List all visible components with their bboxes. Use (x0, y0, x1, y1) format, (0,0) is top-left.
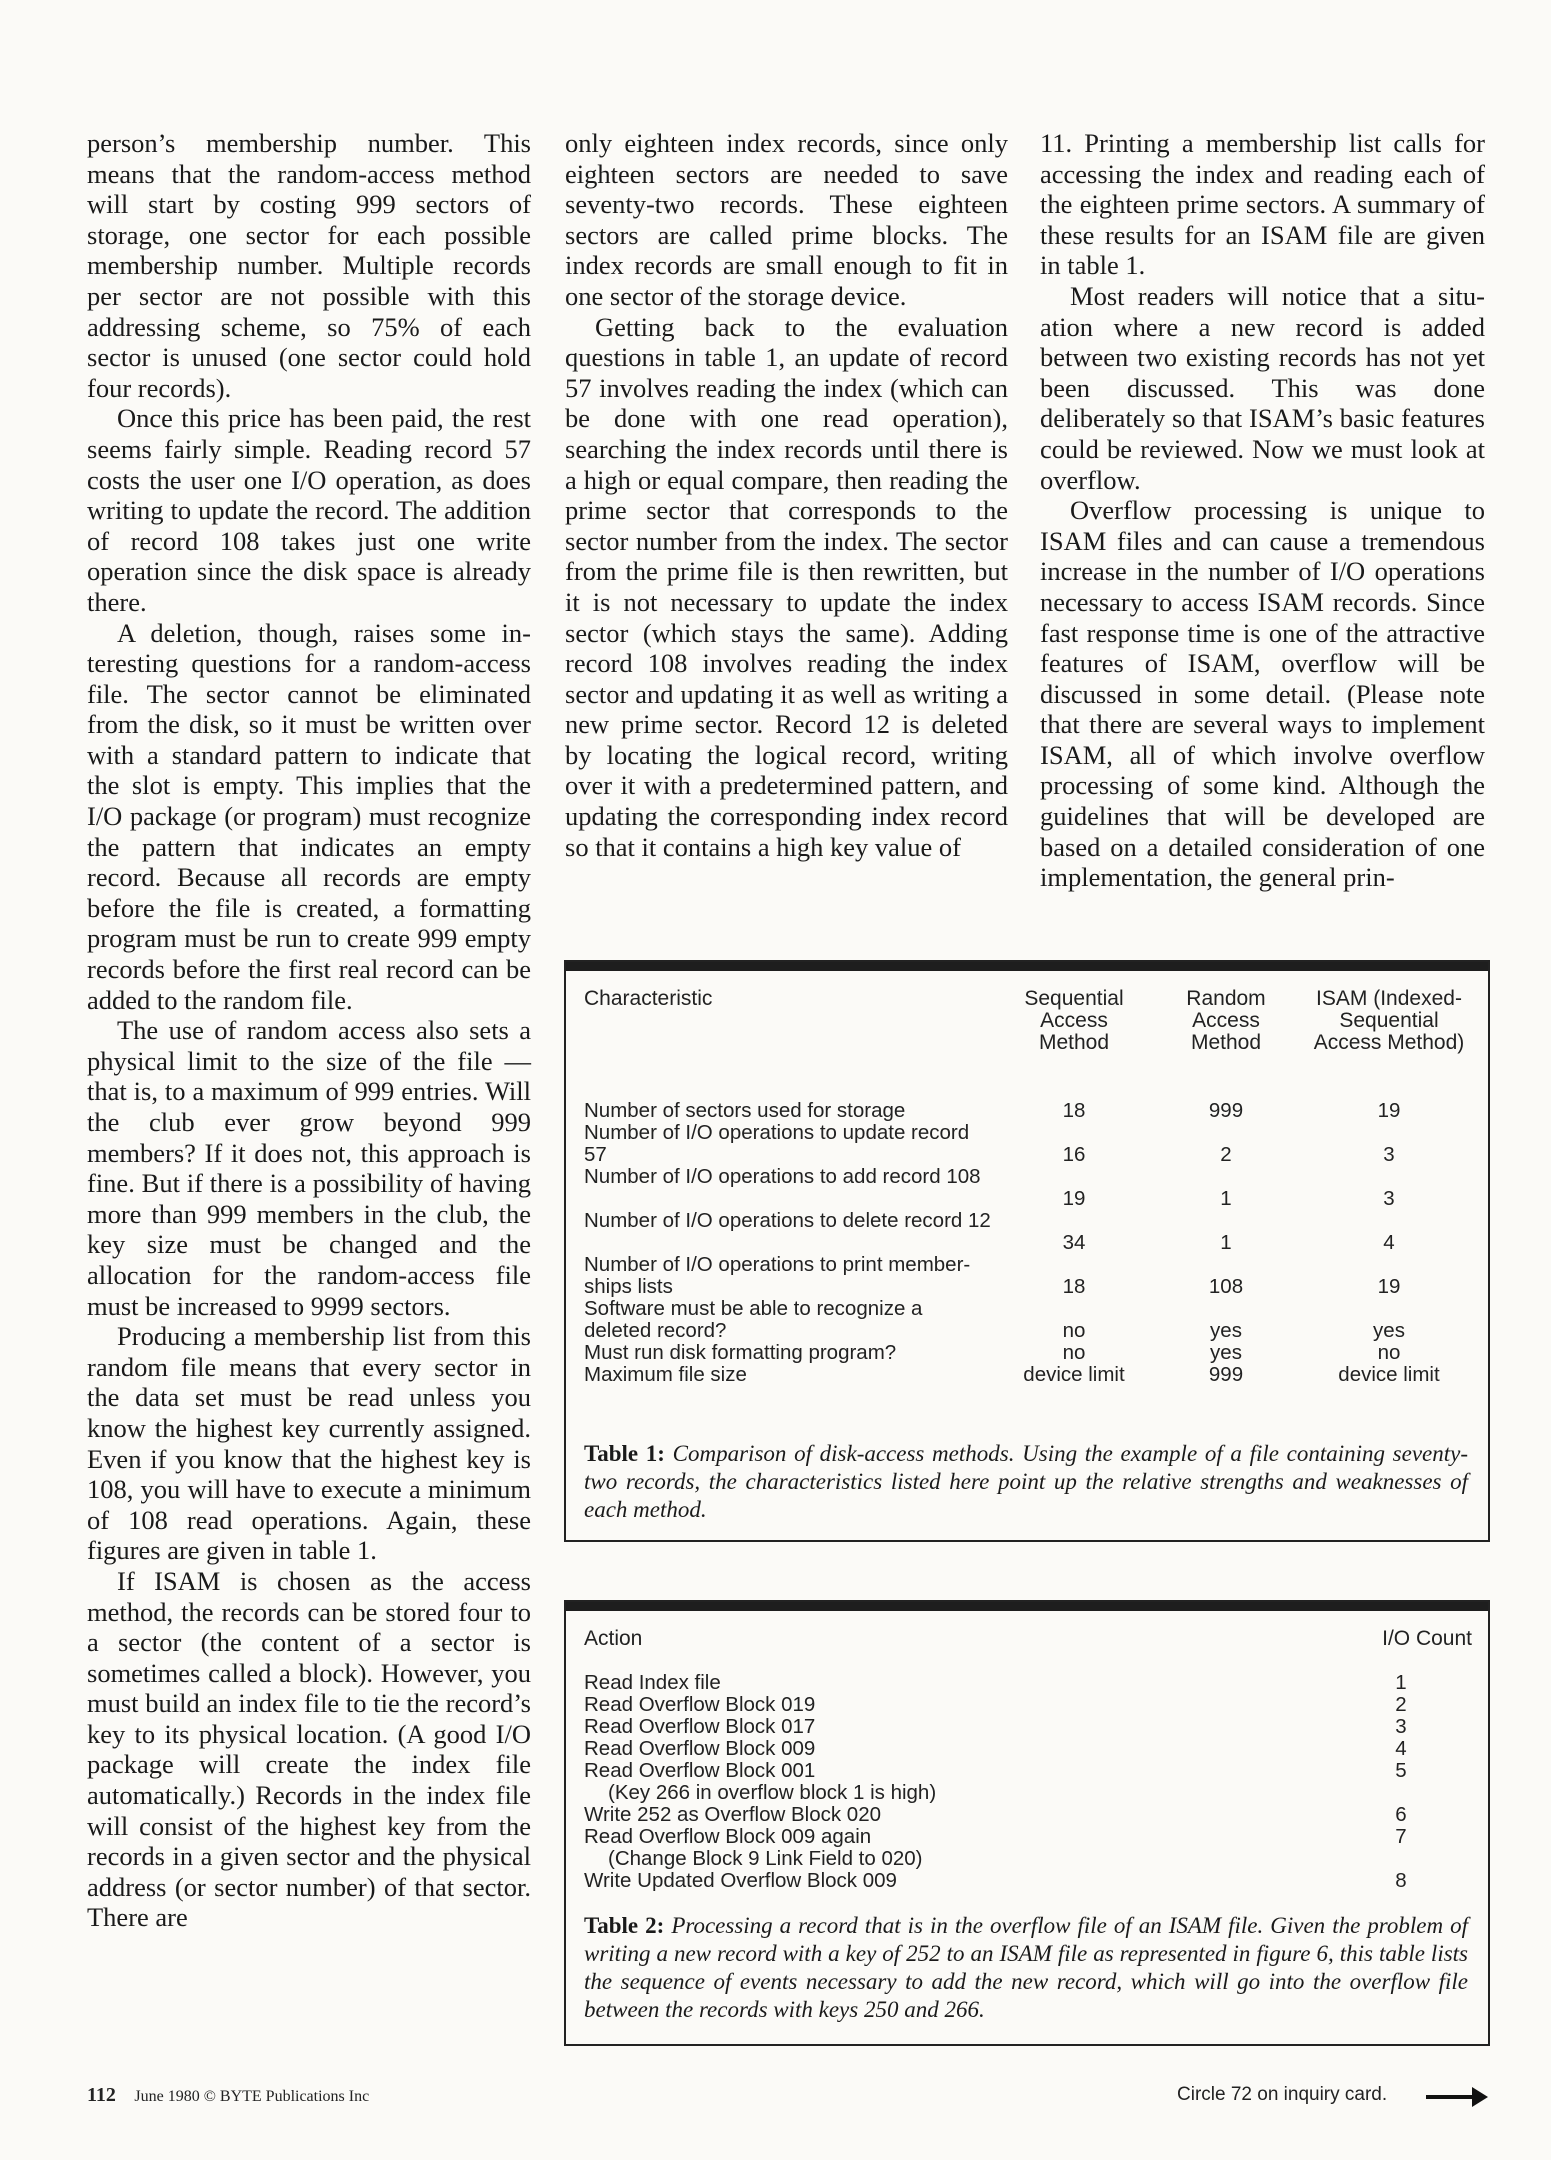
table-cell-count: 5 (1395, 1759, 1407, 1782)
table-cell: 19 (1377, 1275, 1401, 1298)
table-cell-count: 3 (1395, 1715, 1407, 1738)
caption-text: Processing a record that is in the overflow file of an ISAM file. Given the problem of writing a new record with a key of 252 to an ISAM file as represented in figure 6, this table lists the sequence of events necessary to add the new record, which will go into the overflow file between the records with keys 250 and 266. (584, 1913, 1469, 2022)
table-header-io-count: I/O Count (1382, 1627, 1472, 1650)
table-row-label: Number of sectors used for storage (584, 1099, 906, 1122)
table-2 (564, 1600, 1490, 2046)
table-cell: 16 (1062, 1143, 1086, 1166)
table-row-label: Number of I/O operations to delete record 12 (584, 1209, 991, 1232)
table-cell: 3 (1383, 1143, 1395, 1166)
table-row-action: Read Overflow Block 009 (584, 1737, 816, 1760)
table-row-action: Read Index file (584, 1671, 721, 1694)
table-cell-count: 1 (1395, 1671, 1407, 1694)
table-cell: no (1062, 1319, 1086, 1342)
table-cell: device limit (1338, 1363, 1440, 1386)
table-header-isam: ISAM (Indexed-Sequential Access Method) (1313, 987, 1465, 1054)
paragraph: A deletion, though, raises some interesting questions for a random-access file. The sector cannot be eliminated from the disk, so it must be written over with a standard pattern to indicate that the slot is empty. This implies that the I/O package (or program) must recognize the pattern that indicates an empty record. Because all records are empty before the file is created, a formatting program must be run to create 999 empty records before the first real record can be added to the random file. (87, 617, 531, 1015)
right-arrow-icon (1426, 2095, 1474, 2099)
table-header-sequential: Sequential Access Method (1024, 987, 1124, 1054)
text-column-3 (1040, 128, 1485, 893)
table-cell: 3 (1383, 1187, 1395, 1210)
paragraph: Once this price has been paid, the rest seems fairly simple. Reading record 57 costs the user one I/O operation, as does writing to update the record. The addition of record 108 takes just one write operation since the disk space is already there. (87, 403, 531, 617)
table-cell: 999 (1208, 1363, 1244, 1386)
publication-credit: June 1980 © BYTE Publications Inc (134, 2088, 370, 2105)
table-header-action: Action (584, 1627, 643, 1650)
table-cell: yes (1373, 1319, 1405, 1342)
table-cell: 34 (1062, 1231, 1086, 1254)
table-top-rule (566, 962, 1488, 971)
table-cell-count: 4 (1395, 1737, 1407, 1760)
table-row-action: Write 252 as Overflow Block 020 (584, 1803, 881, 1826)
table-cell: 4 (1383, 1231, 1395, 1254)
inquiry-note: Circle 72 on inquiry card. (1177, 2084, 1388, 2105)
table-cell: 108 (1208, 1275, 1244, 1298)
table-cell: yes (1210, 1319, 1242, 1342)
table-cell: 19 (1377, 1099, 1401, 1122)
table-row-action: Read Overflow Block 017 (584, 1715, 816, 1738)
table-cell: 18 (1062, 1099, 1086, 1122)
table-cell-count: 6 (1395, 1803, 1407, 1826)
table-row-label: Must run disk formatting program? (584, 1341, 897, 1364)
page-number: 112 (87, 2084, 116, 2106)
table-header-characteristic: Characteristic (584, 987, 713, 1010)
table-cell: no (1377, 1341, 1401, 1364)
table-row-label: Number of I/O operations to add record 108 (584, 1165, 981, 1188)
table-cell: 1 (1220, 1231, 1232, 1254)
table-cell-count: 2 (1395, 1693, 1407, 1716)
table-top-rule (566, 1602, 1488, 1611)
table-row-action: Read Overflow Block 009 again (584, 1825, 872, 1848)
text-column-1 (87, 128, 531, 1933)
table-cell: device limit (1023, 1363, 1125, 1386)
table-1 (564, 960, 1490, 1542)
table-2-caption (584, 1912, 1468, 2024)
table-header-random: Random Access Method (1186, 987, 1266, 1054)
table-cell: no (1062, 1341, 1086, 1364)
caption-text: Comparison of disk-access methods. Using the example of a file containing seventy-two records, the characteristics listed here point up the relative strengths and weaknesses of each method. (584, 1441, 1469, 1522)
table-row-action: Write Updated Overflow Block 009 (584, 1869, 897, 1892)
table-row-note: (Key 266 in overflow block 1 is high) (608, 1781, 937, 1804)
paragraph: Overflow processing is unique to ISAM files and can cause a tremendous increase in the number of I/O operations necessary to access ISAM records. Since fast response time is one of the attractive features of ISAM, overflow will be discussed in some detail. (Please note that there are several ways to implement ISAM, all of which involve overflow processing of some kind. Although the guidelines that will be developed are based on a detailed consideration of one implementation, the general prin- (1040, 495, 1485, 893)
paragraph: Most readers will notice that a situation where a new record is added between two existing records has not yet been discussed. This was done deliberately so that ISAM’s basic features could be reviewed. Now we must look at overflow. (1040, 280, 1485, 495)
paragraph: person’s membership number. This means that the random-access method will start by costing 999 sectors of storage, one sector for each possible membership number. Multiple records per sector are not possible with this addressing scheme, so 75% of each sector is unused (one sector could hold four records). (87, 128, 531, 403)
table-cell: 18 (1062, 1275, 1086, 1298)
paragraph: 11. Printing a membership list calls for accessing the index and reading each of the eighteen prime sectors. A summary of these results for an ISAM file are given in table 1. (1040, 128, 1485, 281)
page-footer (87, 2084, 369, 2107)
table-cell: 19 (1062, 1187, 1086, 1210)
paragraph: The use of random access also sets a physical limit to the size of the file — that is, to a maximum of 999 entries. Will the club ever grow beyond 999 members? If it does not, this approach is fine. But if there is a possibility of having more than 999 members in the club, the key size must be changed and the allocation for the random-access file must be increased to 9999 sectors. (87, 1015, 531, 1321)
table-row-action: Read Overflow Block 001 (584, 1759, 816, 1782)
paragraph: Producing a membership list from this random file means that every sector in the data set must be read unless you know the highest key currently assigned. Even if you know that the highest key is 108, you will have to execute a minimum of 108 read operations. Again, these figures are given in table 1. (87, 1321, 531, 1566)
caption-label: Table 2: (584, 1913, 665, 1938)
table-row-label: Software must be able to recognize a deleted record? (584, 1297, 923, 1342)
text-column-2 (565, 128, 1008, 862)
table-row-label: Number of I/O operations to print memberships lists (584, 1253, 971, 1298)
table-row-action: Read Overflow Block 019 (584, 1693, 816, 1716)
table-cell: 1 (1220, 1187, 1232, 1210)
paragraph: If ISAM is chosen as the access method, the records can be stored four to a sector (the content of a sector is sometimes called a block). However, you must build an index file to tie the record’s key to its physical location. (A good I/O package will create the index file automatically.) Records in the index file will consist of the highest key from the records in a given sector and the physical address (or sector number) of that sector. There are (87, 1565, 531, 1933)
table-1-caption (584, 1440, 1468, 1524)
paragraph: only eighteen index records, since only eighteen sectors are needed to save seventy-two records. These eighteen sectors are called prime blocks. The index records are small enough to fit in one sector of the storage device. (565, 128, 1008, 311)
table-row-note: (Change Block 9 Link Field to 020) (608, 1847, 923, 1870)
caption-label: Table 1: (584, 1441, 665, 1466)
paragraph: Getting back to the evaluation questions in table 1, an update of record 57 involves reading the index (which can be done with one read operation), searching the index records until there is a high or equal compare, then reading the prime sector that corresponds to the sector number from the index. The sector from the prime file is then rewritten, but it is not necessary to update the index sector (which stays the same). Adding record 108 involves reading the index sector and updating it as well as writing a new prime sector. Record 12 is deleted by locating the logical record, writing over it with a predetermined pattern, and updating the corresponding index record so that it contains a high key value of (565, 311, 1008, 862)
table-row-label: Maximum file size (584, 1363, 747, 1386)
table-cell: 2 (1220, 1143, 1232, 1166)
table-cell: yes (1210, 1341, 1242, 1364)
table-cell-count: 8 (1395, 1869, 1407, 1892)
table-cell-count: 7 (1395, 1825, 1407, 1848)
table-row-label: Number of I/O operations to update record 57 (584, 1121, 970, 1166)
table-cell: 999 (1208, 1099, 1244, 1122)
